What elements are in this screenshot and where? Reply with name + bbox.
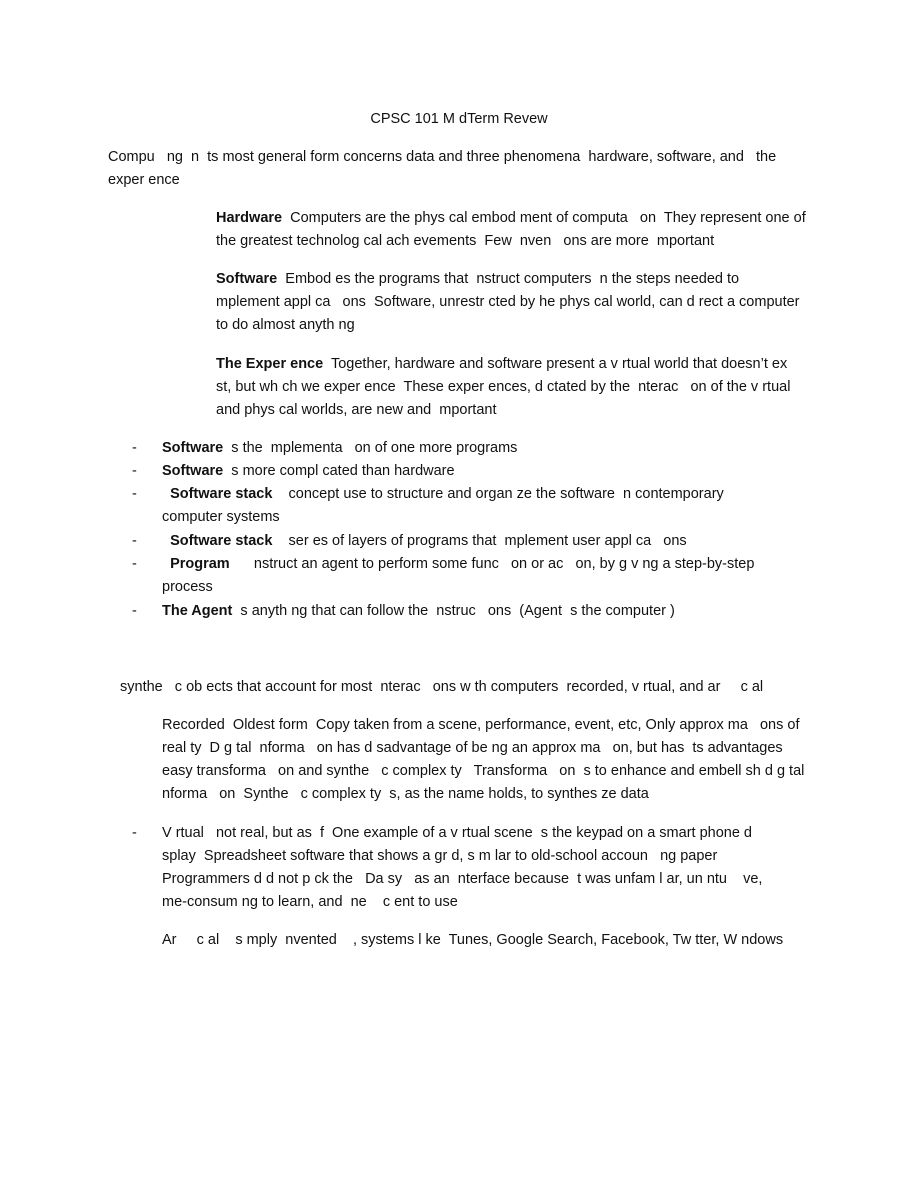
- artificial-paragraph: Ar c al s mply nvented , systems l ke Tunes, Google Search, Facebook, Tw tter, W ndows: [162, 932, 784, 948]
- definition-experience: [216, 353, 806, 422]
- page-title: CPSC 101 M dTerm Revew: [370, 111, 548, 127]
- definition-term: The Exper ence: [216, 356, 324, 372]
- bullet-dash: -: [132, 825, 137, 841]
- definition-term: Software: [216, 271, 278, 287]
- bullet-term: Software: [162, 440, 224, 456]
- bullet-term: Software: [162, 463, 224, 479]
- bullet-term: The Agent: [162, 603, 233, 619]
- definition-term: Hardware: [216, 210, 283, 226]
- bullet-text: s the mplementa on of one more programs: [223, 440, 518, 456]
- bullet-dash: -: [132, 440, 137, 456]
- bullet-term: Program: [170, 556, 230, 572]
- definition-software: [216, 268, 806, 337]
- definition-text: Together, hardware and software present a v rtual world that doesn’t ex st, but wh ch we exper ence These exper ences, d ctated by the nterac on of the v rtual and phys cal worlds, are new and mportant: [216, 356, 795, 418]
- bullet-term: Software stack: [170, 486, 273, 502]
- definition-text: Computers are the phys cal embod ment of computa on They represent one of the greatest technolog cal ach evements Few nven ons are more mportant: [216, 210, 810, 249]
- bullet-text: concept use to structure and organ ze the software n contemporary computer systems: [162, 486, 728, 525]
- bullet-dash: -: [132, 603, 137, 619]
- bullet-text: s anyth ng that can follow the nstruc ons (Agent s the computer ): [232, 603, 675, 619]
- bullet-text: ser es of layers of programs that mplement user appl ca ons: [272, 533, 687, 549]
- bullet-dash: -: [132, 533, 137, 549]
- definition-hardware: [216, 207, 810, 253]
- intro-paragraph: Compu ng n ts most general form concerns data and three phenomena hardware, software, and the exper ence: [108, 149, 781, 188]
- bullet-text: s more compl cated than hardware: [223, 463, 455, 479]
- definition-text: Embod es the programs that nstruct computers n the steps needed to mplement appl ca ons Software, unrestr cted by he phys cal world, can d rect a computer to do almost anyth ng: [216, 271, 804, 333]
- bullet-dash: -: [132, 486, 137, 502]
- recorded-paragraph: Recorded Oldest form Copy taken from a scene, performance, event, etc, Only approx ma ons of real ty D g tal nforma on has d sadvantage of be ng an approx ma on, but has ts advantages easy transforma on and synthe c complex ty Transforma on s to enhance and embell sh d g tal nforma on Synthe c complex ty s, as the name holds, to synthes ze data: [162, 717, 813, 802]
- synthetic-objects-heading: synthe c ob ects that account for most nterac ons w th computers recorded, v rtual, and ar c al: [120, 679, 764, 695]
- bullet-dash: -: [132, 556, 137, 572]
- bullet-term: Software stack: [170, 533, 273, 549]
- virtual-paragraph: V rtual not real, but as f One example of a v rtual scene s the keypad on a smart phone d splay Spreadsheet software that shows a gr d, s m lar to old-school accoun ng paper Programmers d d not p ck the Da sy as an nterface because t was unfam l ar, un ntu ve, me-consum ng to learn, and ne c ent to use: [162, 825, 779, 910]
- bullet-dash: -: [132, 463, 137, 479]
- bullet-text: nstruct an agent to perform some func on or ac on, by g v ng a step-by-step process: [162, 556, 759, 595]
